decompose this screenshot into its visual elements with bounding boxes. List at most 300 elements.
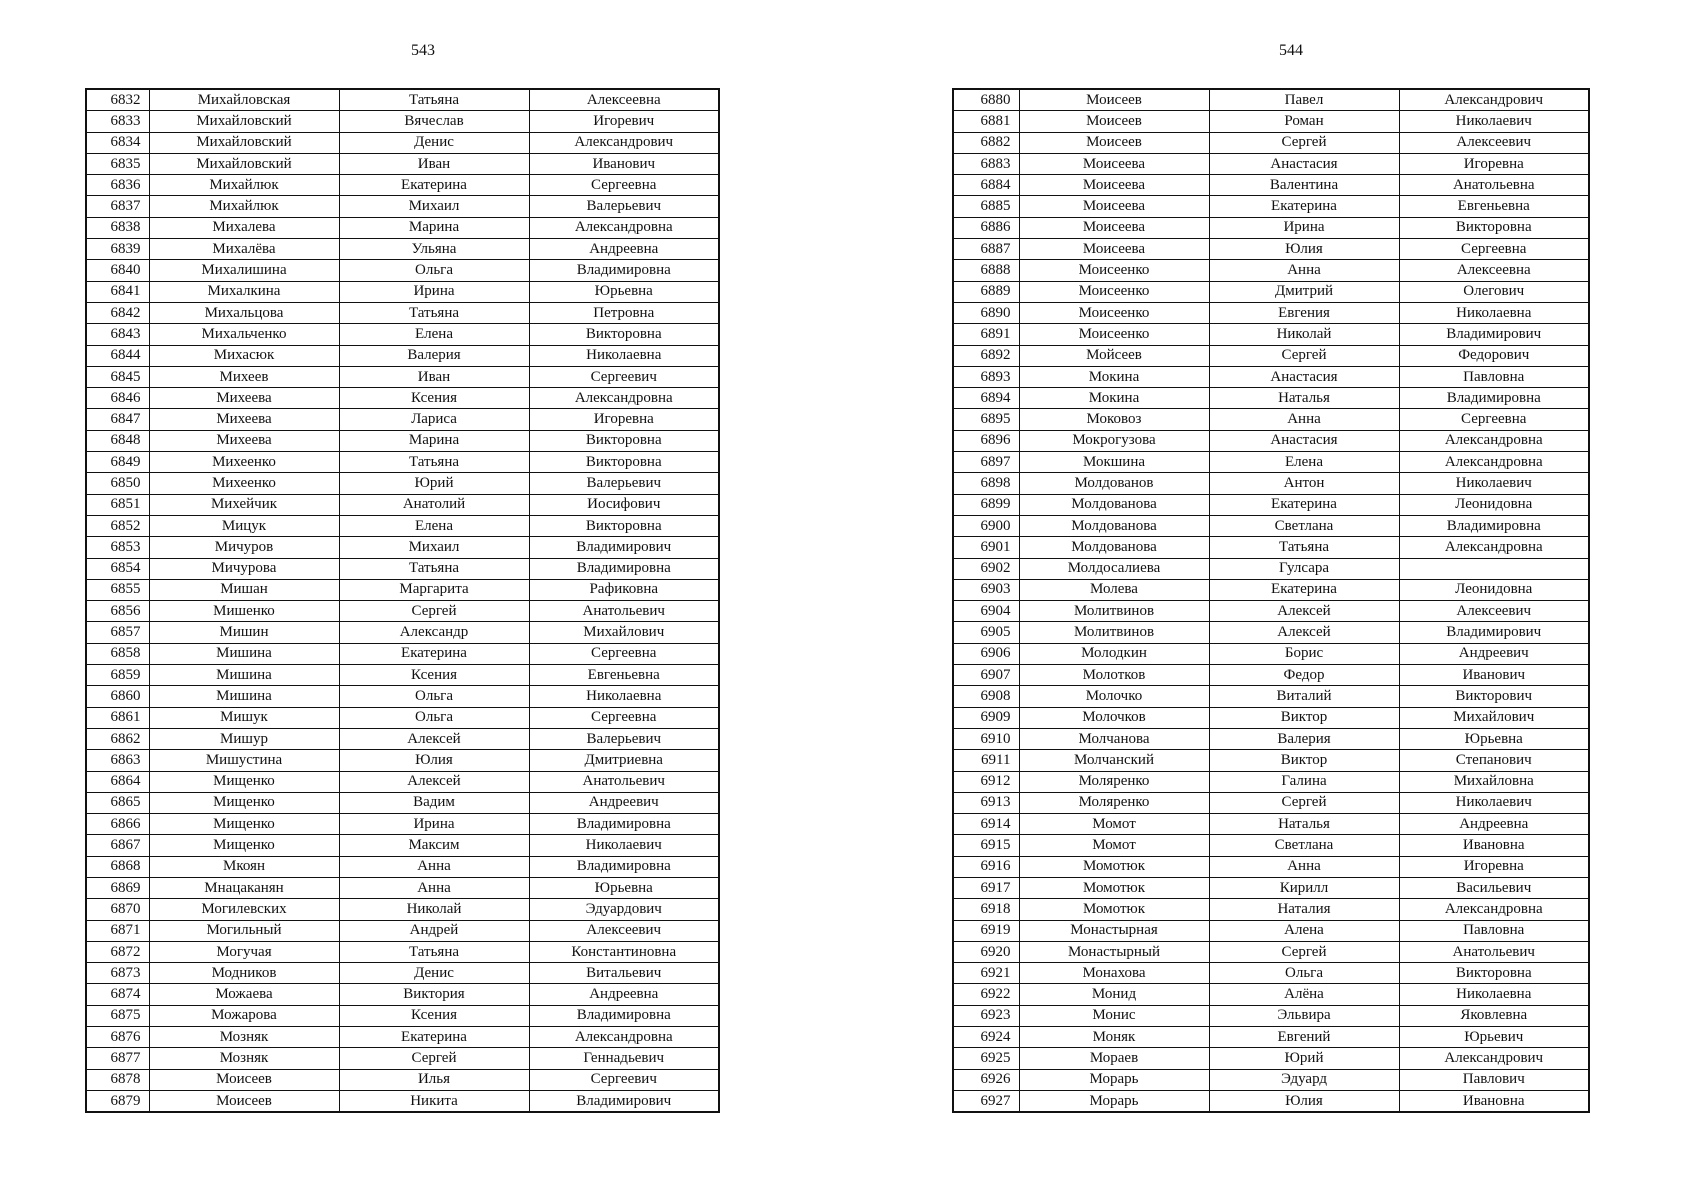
row-number-cell: 6921 [953, 963, 1019, 984]
table-row [86, 175, 719, 196]
patronymic-cell: Рафиковна [529, 579, 719, 600]
first-name-cell: Ольга [1209, 963, 1399, 984]
first-name-cell: Марина [339, 430, 529, 451]
row-number-cell: 6871 [86, 920, 149, 941]
patronymic-cell: Федорович [1399, 345, 1589, 366]
row-number-cell: 6913 [953, 792, 1019, 813]
patronymic-cell: Валерьевич [529, 473, 719, 494]
row-number-cell: 6891 [953, 324, 1019, 345]
first-name-cell: Анна [1209, 260, 1399, 281]
table-row [86, 366, 719, 387]
table-row [953, 792, 1589, 813]
patronymic-cell: Андреевна [529, 239, 719, 260]
row-number-cell: 6844 [86, 345, 149, 366]
table-row [953, 111, 1589, 132]
first-name-cell: Илья [339, 1069, 529, 1090]
table-row [953, 643, 1589, 664]
first-name-cell: Валерия [1209, 728, 1399, 749]
row-number-cell: 6878 [86, 1069, 149, 1090]
first-name-cell: Борис [1209, 643, 1399, 664]
surname-cell: Молдосалиева [1019, 558, 1209, 579]
surname-cell: Молчанова [1019, 728, 1209, 749]
first-name-cell: Ольга [339, 707, 529, 728]
surname-cell: Михеев [149, 366, 339, 387]
surname-cell: Модников [149, 963, 339, 984]
surname-cell: Монастырная [1019, 920, 1209, 941]
table-row [953, 856, 1589, 877]
surname-cell: Моисеева [1019, 153, 1209, 174]
row-number-cell: 6903 [953, 579, 1019, 600]
row-number-cell: 6894 [953, 388, 1019, 409]
first-name-cell: Сергей [1209, 792, 1399, 813]
table-row [86, 750, 719, 771]
table-row [953, 260, 1589, 281]
first-name-cell: Анастасия [1209, 366, 1399, 387]
surname-cell: Можаева [149, 984, 339, 1005]
patronymic-cell: Леонидовна [1399, 579, 1589, 600]
surname-cell: Михасюк [149, 345, 339, 366]
patronymic-cell: Эдуардович [529, 899, 719, 920]
patronymic-cell: Павловна [1399, 920, 1589, 941]
patronymic-cell: Александровна [1399, 537, 1589, 558]
surname-cell: Михеева [149, 430, 339, 451]
patronymic-cell: Андреевич [529, 792, 719, 813]
patronymic-cell: Михайлович [529, 622, 719, 643]
surname-cell: Мойсеев [1019, 345, 1209, 366]
surname-cell: Моисеев [149, 1069, 339, 1090]
table-row [86, 324, 719, 345]
first-name-cell: Екатерина [1209, 196, 1399, 217]
first-name-cell: Виктория [339, 984, 529, 1005]
row-number-cell: 6853 [86, 537, 149, 558]
row-number-cell: 6887 [953, 239, 1019, 260]
table-row [953, 153, 1589, 174]
table-row [953, 196, 1589, 217]
first-name-cell: Лариса [339, 409, 529, 430]
first-name-cell: Ирина [339, 814, 529, 835]
patronymic-cell: Владимировна [529, 856, 719, 877]
row-number-cell: 6832 [86, 89, 149, 111]
first-name-cell: Сергей [1209, 345, 1399, 366]
first-name-cell: Татьяна [1209, 537, 1399, 558]
patronymic-cell: Викторович [1399, 686, 1589, 707]
surname-cell: Мораев [1019, 1048, 1209, 1069]
row-number-cell: 6849 [86, 452, 149, 473]
table-row [86, 686, 719, 707]
first-name-cell: Юрий [339, 473, 529, 494]
surname-cell: Михеенко [149, 452, 339, 473]
surname-cell: Молева [1019, 579, 1209, 600]
table-row [86, 494, 719, 515]
surname-cell: Морарь [1019, 1090, 1209, 1112]
table-row [953, 1005, 1589, 1026]
patronymic-cell: Владимировна [1399, 388, 1589, 409]
table-row [953, 1090, 1589, 1112]
patronymic-cell: Николаевна [1399, 302, 1589, 323]
patronymic-cell: Александровна [1399, 452, 1589, 473]
row-number-cell: 6851 [86, 494, 149, 515]
patronymic-cell: Николаевич [1399, 111, 1589, 132]
row-number-cell: 6908 [953, 686, 1019, 707]
table-row [953, 771, 1589, 792]
first-name-cell: Татьяна [339, 941, 529, 962]
table-row [86, 1027, 719, 1048]
surname-cell: Мишур [149, 728, 339, 749]
table-row [86, 835, 719, 856]
row-number-cell: 6884 [953, 175, 1019, 196]
surname-cell: Моисеенко [1019, 281, 1209, 302]
surname-cell: Мичуров [149, 537, 339, 558]
surname-cell: Мищенко [149, 814, 339, 835]
patronymic-cell: Сергеевна [529, 175, 719, 196]
table-row [953, 707, 1589, 728]
surname-cell: Моисеев [149, 1090, 339, 1112]
table-row [953, 728, 1589, 749]
row-number-cell: 6870 [86, 899, 149, 920]
patronymic-cell: Яковлевна [1399, 1005, 1589, 1026]
row-number-cell: 6865 [86, 792, 149, 813]
row-number-cell: 6872 [86, 941, 149, 962]
surname-cell: Момотюк [1019, 899, 1209, 920]
surname-cell: Момотюк [1019, 856, 1209, 877]
patronymic-cell: Андреевна [1399, 814, 1589, 835]
first-name-cell: Екатерина [339, 175, 529, 196]
row-number-cell: 6919 [953, 920, 1019, 941]
surname-cell: Мишина [149, 643, 339, 664]
first-name-cell: Иван [339, 366, 529, 387]
row-number-cell: 6838 [86, 217, 149, 238]
surname-cell: Монастырный [1019, 941, 1209, 962]
surname-cell: Моляренко [1019, 771, 1209, 792]
surname-cell: Монахова [1019, 963, 1209, 984]
table-row [86, 643, 719, 664]
row-number-cell: 6893 [953, 366, 1019, 387]
surname-cell: Михайловский [149, 111, 339, 132]
surname-cell: Моляренко [1019, 792, 1209, 813]
table-row [86, 899, 719, 920]
right-name-table [952, 88, 1590, 1113]
table-row [953, 558, 1589, 579]
patronymic-cell: Викторовна [529, 452, 719, 473]
patronymic-cell: Александровна [1399, 430, 1589, 451]
table-row [86, 728, 719, 749]
surname-cell: Мишан [149, 579, 339, 600]
first-name-cell: Виктор [1209, 750, 1399, 771]
row-number-cell: 6924 [953, 1027, 1019, 1048]
table-row [953, 686, 1589, 707]
surname-cell: Мишустина [149, 750, 339, 771]
row-number-cell: 6885 [953, 196, 1019, 217]
surname-cell: Молотков [1019, 665, 1209, 686]
surname-cell: Михалева [149, 217, 339, 238]
surname-cell: Мозняк [149, 1027, 339, 1048]
first-name-cell: Анастасия [1209, 153, 1399, 174]
table-row [953, 324, 1589, 345]
row-number-cell: 6846 [86, 388, 149, 409]
surname-cell: Моисеев [1019, 132, 1209, 153]
surname-cell: Мищенко [149, 792, 339, 813]
patronymic-cell: Николаевна [529, 345, 719, 366]
surname-cell: Молочков [1019, 707, 1209, 728]
patronymic-cell: Игоревна [1399, 153, 1589, 174]
row-number-cell: 6867 [86, 835, 149, 856]
patronymic-cell: Андреевна [529, 984, 719, 1005]
table-row [953, 601, 1589, 622]
table-row [953, 494, 1589, 515]
surname-cell: Молитвинов [1019, 622, 1209, 643]
row-number-cell: 6898 [953, 473, 1019, 494]
table-row [86, 111, 719, 132]
first-name-cell: Антон [1209, 473, 1399, 494]
table-row [86, 771, 719, 792]
first-name-cell: Михаил [339, 196, 529, 217]
surname-cell: Мищенко [149, 835, 339, 856]
patronymic-cell: Иосифович [529, 494, 719, 515]
surname-cell: Мишин [149, 622, 339, 643]
row-number-cell: 6883 [953, 153, 1019, 174]
patronymic-cell: Петровна [529, 302, 719, 323]
row-number-cell: 6874 [86, 984, 149, 1005]
first-name-cell: Евгений [1209, 1027, 1399, 1048]
table-row [86, 558, 719, 579]
patronymic-cell: Сергеевич [529, 366, 719, 387]
row-number-cell: 6881 [953, 111, 1019, 132]
first-name-cell: Юлия [1209, 239, 1399, 260]
patronymic-cell: Игоревна [1399, 856, 1589, 877]
row-number-cell: 6897 [953, 452, 1019, 473]
table-row [953, 1069, 1589, 1090]
patronymic-cell: Павловна [1399, 366, 1589, 387]
first-name-cell: Алексей [1209, 622, 1399, 643]
first-name-cell: Денис [339, 963, 529, 984]
table-row [86, 920, 719, 941]
row-number-cell: 6879 [86, 1090, 149, 1112]
patronymic-cell: Владимирович [529, 537, 719, 558]
first-name-cell: Анастасия [1209, 430, 1399, 451]
row-number-cell: 6833 [86, 111, 149, 132]
surname-cell: Молитвинов [1019, 601, 1209, 622]
table-row [953, 217, 1589, 238]
surname-cell: Мищенко [149, 771, 339, 792]
table-row [86, 515, 719, 536]
first-name-cell: Андрей [339, 920, 529, 941]
table-row [86, 622, 719, 643]
first-name-cell: Татьяна [339, 452, 529, 473]
row-number-cell: 6856 [86, 601, 149, 622]
first-name-cell: Татьяна [339, 558, 529, 579]
row-number-cell: 6855 [86, 579, 149, 600]
first-name-cell: Сергей [1209, 132, 1399, 153]
row-number-cell: 6911 [953, 750, 1019, 771]
table-row [86, 665, 719, 686]
patronymic-cell: Владимирович [1399, 324, 1589, 345]
surname-cell: Моисеева [1019, 196, 1209, 217]
first-name-cell: Юлия [1209, 1090, 1399, 1112]
first-name-cell: Максим [339, 835, 529, 856]
first-name-cell: Анна [1209, 856, 1399, 877]
first-name-cell: Екатерина [339, 643, 529, 664]
patronymic-cell: Владимировна [529, 558, 719, 579]
first-name-cell: Ольга [339, 260, 529, 281]
row-number-cell: 6858 [86, 643, 149, 664]
first-name-cell: Екатерина [1209, 494, 1399, 515]
first-name-cell: Анна [339, 877, 529, 898]
table-row [953, 814, 1589, 835]
patronymic-cell: Александровна [529, 388, 719, 409]
row-number-cell: 6835 [86, 153, 149, 174]
table-row [953, 984, 1589, 1005]
patronymic-cell: Владимировна [529, 1005, 719, 1026]
table-row [86, 217, 719, 238]
surname-cell: Мокшина [1019, 452, 1209, 473]
first-name-cell: Федор [1209, 665, 1399, 686]
first-name-cell: Алексей [339, 728, 529, 749]
first-name-cell: Наталия [1209, 899, 1399, 920]
surname-cell: Моисеенко [1019, 324, 1209, 345]
row-number-cell: 6909 [953, 707, 1019, 728]
patronymic-cell: Анатольевич [529, 601, 719, 622]
surname-cell: Михальченко [149, 324, 339, 345]
surname-cell: Монид [1019, 984, 1209, 1005]
patronymic-cell: Викторовна [1399, 217, 1589, 238]
patronymic-cell: Ивановна [1399, 835, 1589, 856]
patronymic-cell: Анатольевна [1399, 175, 1589, 196]
row-number-cell: 6847 [86, 409, 149, 430]
patronymic-cell: Анатольевич [529, 771, 719, 792]
first-name-cell: Валентина [1209, 175, 1399, 196]
table-row [953, 430, 1589, 451]
patronymic-cell: Ивановна [1399, 1090, 1589, 1112]
patronymic-cell: Алексеевич [1399, 132, 1589, 153]
first-name-cell: Елена [1209, 452, 1399, 473]
table-row [86, 1090, 719, 1112]
surname-cell: Могучая [149, 941, 339, 962]
surname-cell: Мокина [1019, 366, 1209, 387]
surname-cell: Мичурова [149, 558, 339, 579]
table-row [86, 239, 719, 260]
first-name-cell: Иван [339, 153, 529, 174]
first-name-cell: Эльвира [1209, 1005, 1399, 1026]
surname-cell: Моисеев [1019, 111, 1209, 132]
surname-cell: Мозняк [149, 1048, 339, 1069]
first-name-cell: Ульяна [339, 239, 529, 260]
row-number-cell: 6925 [953, 1048, 1019, 1069]
first-name-cell: Алёна [1209, 984, 1399, 1005]
row-number-cell: 6876 [86, 1027, 149, 1048]
row-number-cell: 6906 [953, 643, 1019, 664]
surname-cell: Молдованова [1019, 537, 1209, 558]
row-number-cell: 6895 [953, 409, 1019, 430]
first-name-cell: Наталья [1209, 814, 1399, 835]
table-row [953, 302, 1589, 323]
first-name-cell: Елена [339, 324, 529, 345]
table-row [86, 941, 719, 962]
row-number-cell: 6918 [953, 899, 1019, 920]
row-number-cell: 6896 [953, 430, 1019, 451]
row-number-cell: 6840 [86, 260, 149, 281]
table-row [953, 409, 1589, 430]
patronymic-cell: Сергеевна [1399, 239, 1589, 260]
first-name-cell: Татьяна [339, 302, 529, 323]
patronymic-cell: Алексеевич [1399, 601, 1589, 622]
row-number-cell: 6927 [953, 1090, 1019, 1112]
surname-cell: Мишук [149, 707, 339, 728]
table-row [953, 941, 1589, 962]
left-name-table [85, 88, 720, 1113]
table-row [86, 345, 719, 366]
row-number-cell: 6875 [86, 1005, 149, 1026]
table-row [953, 622, 1589, 643]
row-number-cell: 6843 [86, 324, 149, 345]
surname-cell: Михалёва [149, 239, 339, 260]
patronymic-cell: Павлович [1399, 1069, 1589, 1090]
surname-cell: Мнацаканян [149, 877, 339, 898]
table-row [86, 984, 719, 1005]
row-number-cell: 6852 [86, 515, 149, 536]
patronymic-cell: Витальевич [529, 963, 719, 984]
first-name-cell: Роман [1209, 111, 1399, 132]
first-name-cell: Никита [339, 1090, 529, 1112]
table-row [86, 1069, 719, 1090]
row-number-cell: 6859 [86, 665, 149, 686]
table-row [86, 707, 719, 728]
table-row [86, 409, 719, 430]
first-name-cell: Елена [339, 515, 529, 536]
first-name-cell: Алена [1209, 920, 1399, 941]
surname-cell: Михеева [149, 409, 339, 430]
surname-cell: Моисеенко [1019, 302, 1209, 323]
first-name-cell: Ирина [339, 281, 529, 302]
row-number-cell: 6837 [86, 196, 149, 217]
table-row [953, 132, 1589, 153]
table-row [953, 899, 1589, 920]
row-number-cell: 6877 [86, 1048, 149, 1069]
first-name-cell: Кирилл [1209, 877, 1399, 898]
surname-cell: Михалишина [149, 260, 339, 281]
row-number-cell: 6861 [86, 707, 149, 728]
table-row [86, 877, 719, 898]
row-number-cell: 6873 [86, 963, 149, 984]
first-name-cell: Ирина [1209, 217, 1399, 238]
row-number-cell: 6923 [953, 1005, 1019, 1026]
row-number-cell: 6868 [86, 856, 149, 877]
first-name-cell: Алексей [339, 771, 529, 792]
first-name-cell: Николай [339, 899, 529, 920]
row-number-cell: 6910 [953, 728, 1019, 749]
table-row [953, 89, 1589, 111]
patronymic-cell: Юрьевна [529, 281, 719, 302]
surname-cell: Мокрогузова [1019, 430, 1209, 451]
surname-cell: Михайловская [149, 89, 339, 111]
patronymic-cell: Михайлович [1399, 707, 1589, 728]
first-name-cell: Дмитрий [1209, 281, 1399, 302]
patronymic-cell: Михайловна [1399, 771, 1589, 792]
surname-cell: Мокина [1019, 388, 1209, 409]
surname-cell: Морарь [1019, 1069, 1209, 1090]
left-page-number: 543 [411, 42, 435, 59]
table-row [953, 665, 1589, 686]
patronymic-cell: Александровна [529, 1027, 719, 1048]
patronymic-cell: Сергеевна [1399, 409, 1589, 430]
row-number-cell: 6850 [86, 473, 149, 494]
patronymic-cell: Александрович [529, 132, 719, 153]
row-number-cell: 6888 [953, 260, 1019, 281]
patronymic-cell: Николаевич [1399, 792, 1589, 813]
first-name-cell: Светлана [1209, 515, 1399, 536]
surname-cell: Михайлюк [149, 175, 339, 196]
surname-cell: Молочко [1019, 686, 1209, 707]
row-number-cell: 6880 [953, 89, 1019, 111]
